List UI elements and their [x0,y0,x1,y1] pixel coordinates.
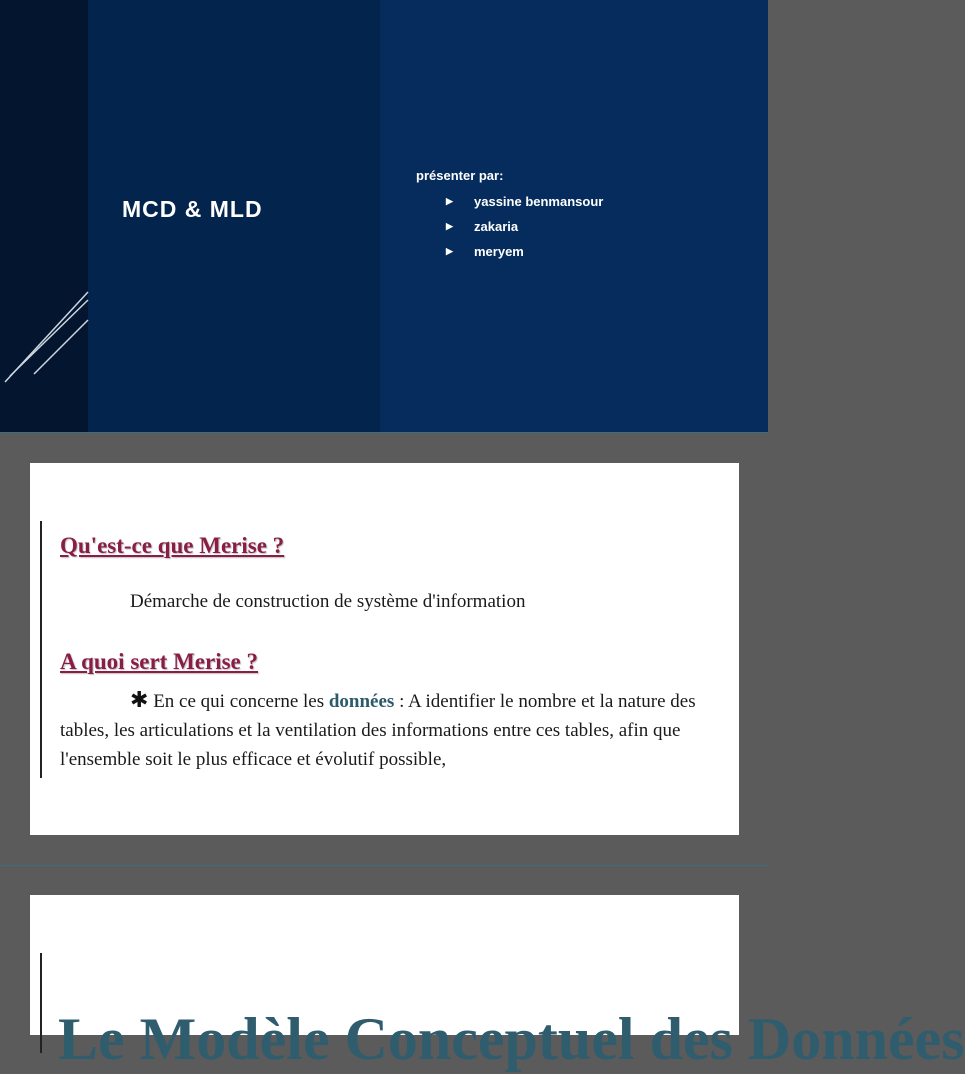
triangle-bullet-icon: ▶ [446,246,453,256]
list-item: ▶ zakaria [446,219,519,234]
slide-title: MCD & MLD [122,196,263,222]
asterisk-icon: ✱ [130,687,149,712]
decorative-lines-icon [0,280,100,390]
accent-bar [40,953,42,1053]
presenter-list [446,193,603,268]
presenter-label: présenter par: [416,168,504,183]
keyword-donnees: données [328,691,395,712]
heading-what-is-merise: Qu'est-ce que Merise ? [60,533,285,558]
list-item: ▶ yassine benmansour [446,194,604,209]
slide-divider [0,865,768,866]
triangle-bullet-icon: ▶ [446,196,453,206]
triangle-bullet-icon: ▶ [446,221,453,231]
accent-bar [40,521,42,778]
list-item: ▶ meryem [446,244,524,259]
heading-purpose: A quoi sert Merise ? [60,649,259,674]
merise-slide [30,463,739,835]
slide-title: Le Modèle Conceptuel des Données [58,1006,965,1072]
definition-text: Démarche de construction de système d'information [130,591,526,612]
purpose-paragraph: ✱ En ce qui concerne les données : A identifier le nombre et la nature des tables, les articulations et la ventilation des informations entre ces tables, afin que l'ensemble soit le plus efficace et évolutif possible, [60,687,696,770]
title-slide [0,0,768,432]
slide-divider [0,432,768,433]
mcd-slide [30,895,965,1072]
